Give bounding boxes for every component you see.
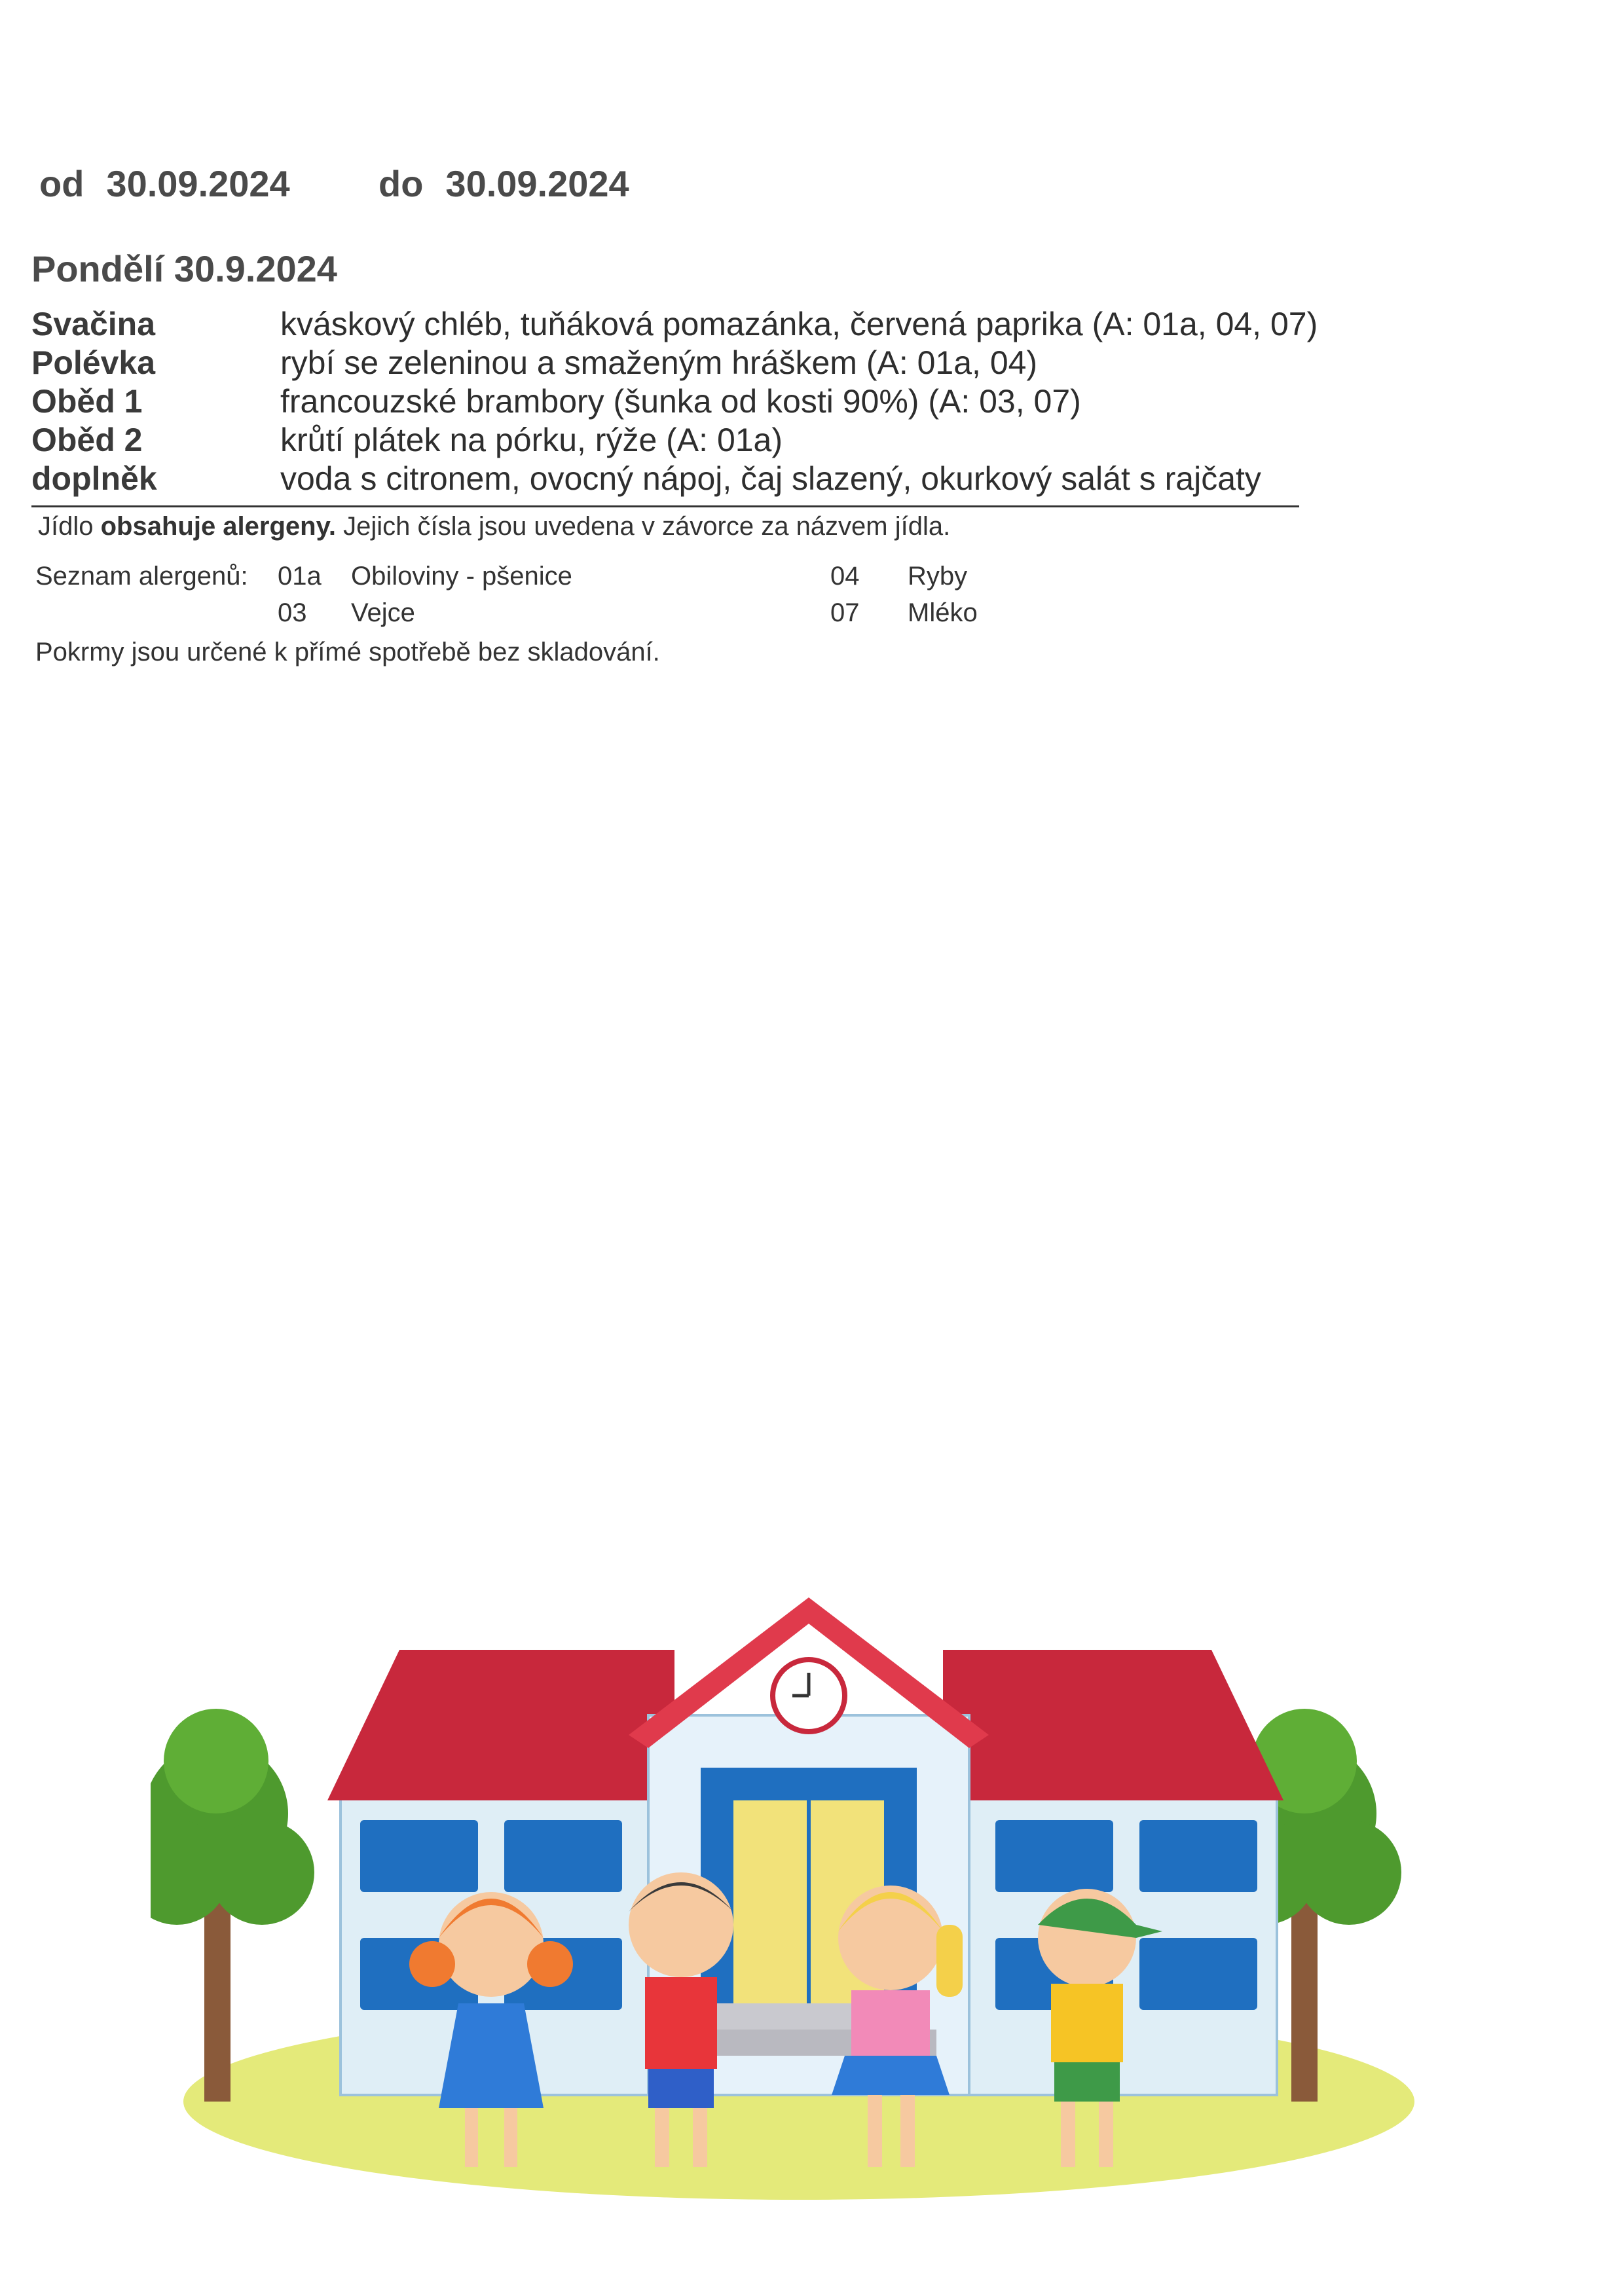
menu-value: kváskový chléb, tuňáková pomazánka, červená paprika (A: 01a, 04, 07)	[280, 306, 1318, 342]
right-roof	[943, 1650, 1283, 1800]
menu-label: Polévka	[31, 344, 156, 381]
date-range-from	[39, 162, 290, 205]
allergen-code: 04	[830, 562, 860, 591]
tree-left-icon	[151, 1709, 314, 2102]
school-illustration	[151, 1597, 1434, 2200]
allergen-name: Mléko	[908, 598, 978, 627]
menu-label: Svačina	[31, 306, 156, 342]
allergen-name: Obiloviny - pšenice	[351, 562, 572, 591]
allergen-name: Ryby	[908, 562, 968, 591]
allergen-note	[38, 512, 950, 541]
allergen-code: 07	[830, 598, 860, 627]
allergen-note-bold: obsahuje alergeny.	[100, 512, 336, 541]
left-roof	[327, 1650, 674, 1800]
from-date: 30.09.2024	[106, 163, 290, 204]
date-range-to	[378, 162, 629, 205]
menu-label: Oběd 1	[31, 383, 143, 420]
menu-value: voda s citronem, ovocný nápoj, čaj slazený, okurkový salát s rajčaty	[280, 460, 1261, 497]
footer-note: Pokrmy jsou určené k přímé spotřebě bez skladování.	[35, 638, 660, 666]
day-title: Pondělí 30.9.2024	[31, 248, 337, 289]
menu-label: doplněk	[31, 460, 157, 497]
allergen-code: 01a	[278, 562, 322, 591]
menu-value: krůtí plátek na pórku, rýže (A: 01a)	[280, 422, 783, 458]
from-label: od	[39, 163, 84, 204]
menu-value: francouzské brambory (šunka od kosti 90%) (A: 03, 07)	[280, 383, 1081, 420]
allergen-code: 03	[278, 598, 307, 627]
menu-divider	[31, 505, 1299, 507]
allergen-note-prefix: Jídlo	[38, 512, 101, 541]
to-date: 30.09.2024	[445, 163, 629, 204]
menu-label: Oběd 2	[31, 422, 143, 458]
allergen-list-label: Seznam alergenů:	[35, 562, 248, 591]
allergen-name: Vejce	[351, 598, 415, 627]
to-label: do	[378, 163, 424, 204]
allergen-note-suffix: Jejich čísla jsou uvedena v závorce za názvem jídla.	[335, 512, 951, 541]
menu-value: rybí se zeleninou a smaženým hráškem (A: 01a, 04)	[280, 344, 1038, 381]
